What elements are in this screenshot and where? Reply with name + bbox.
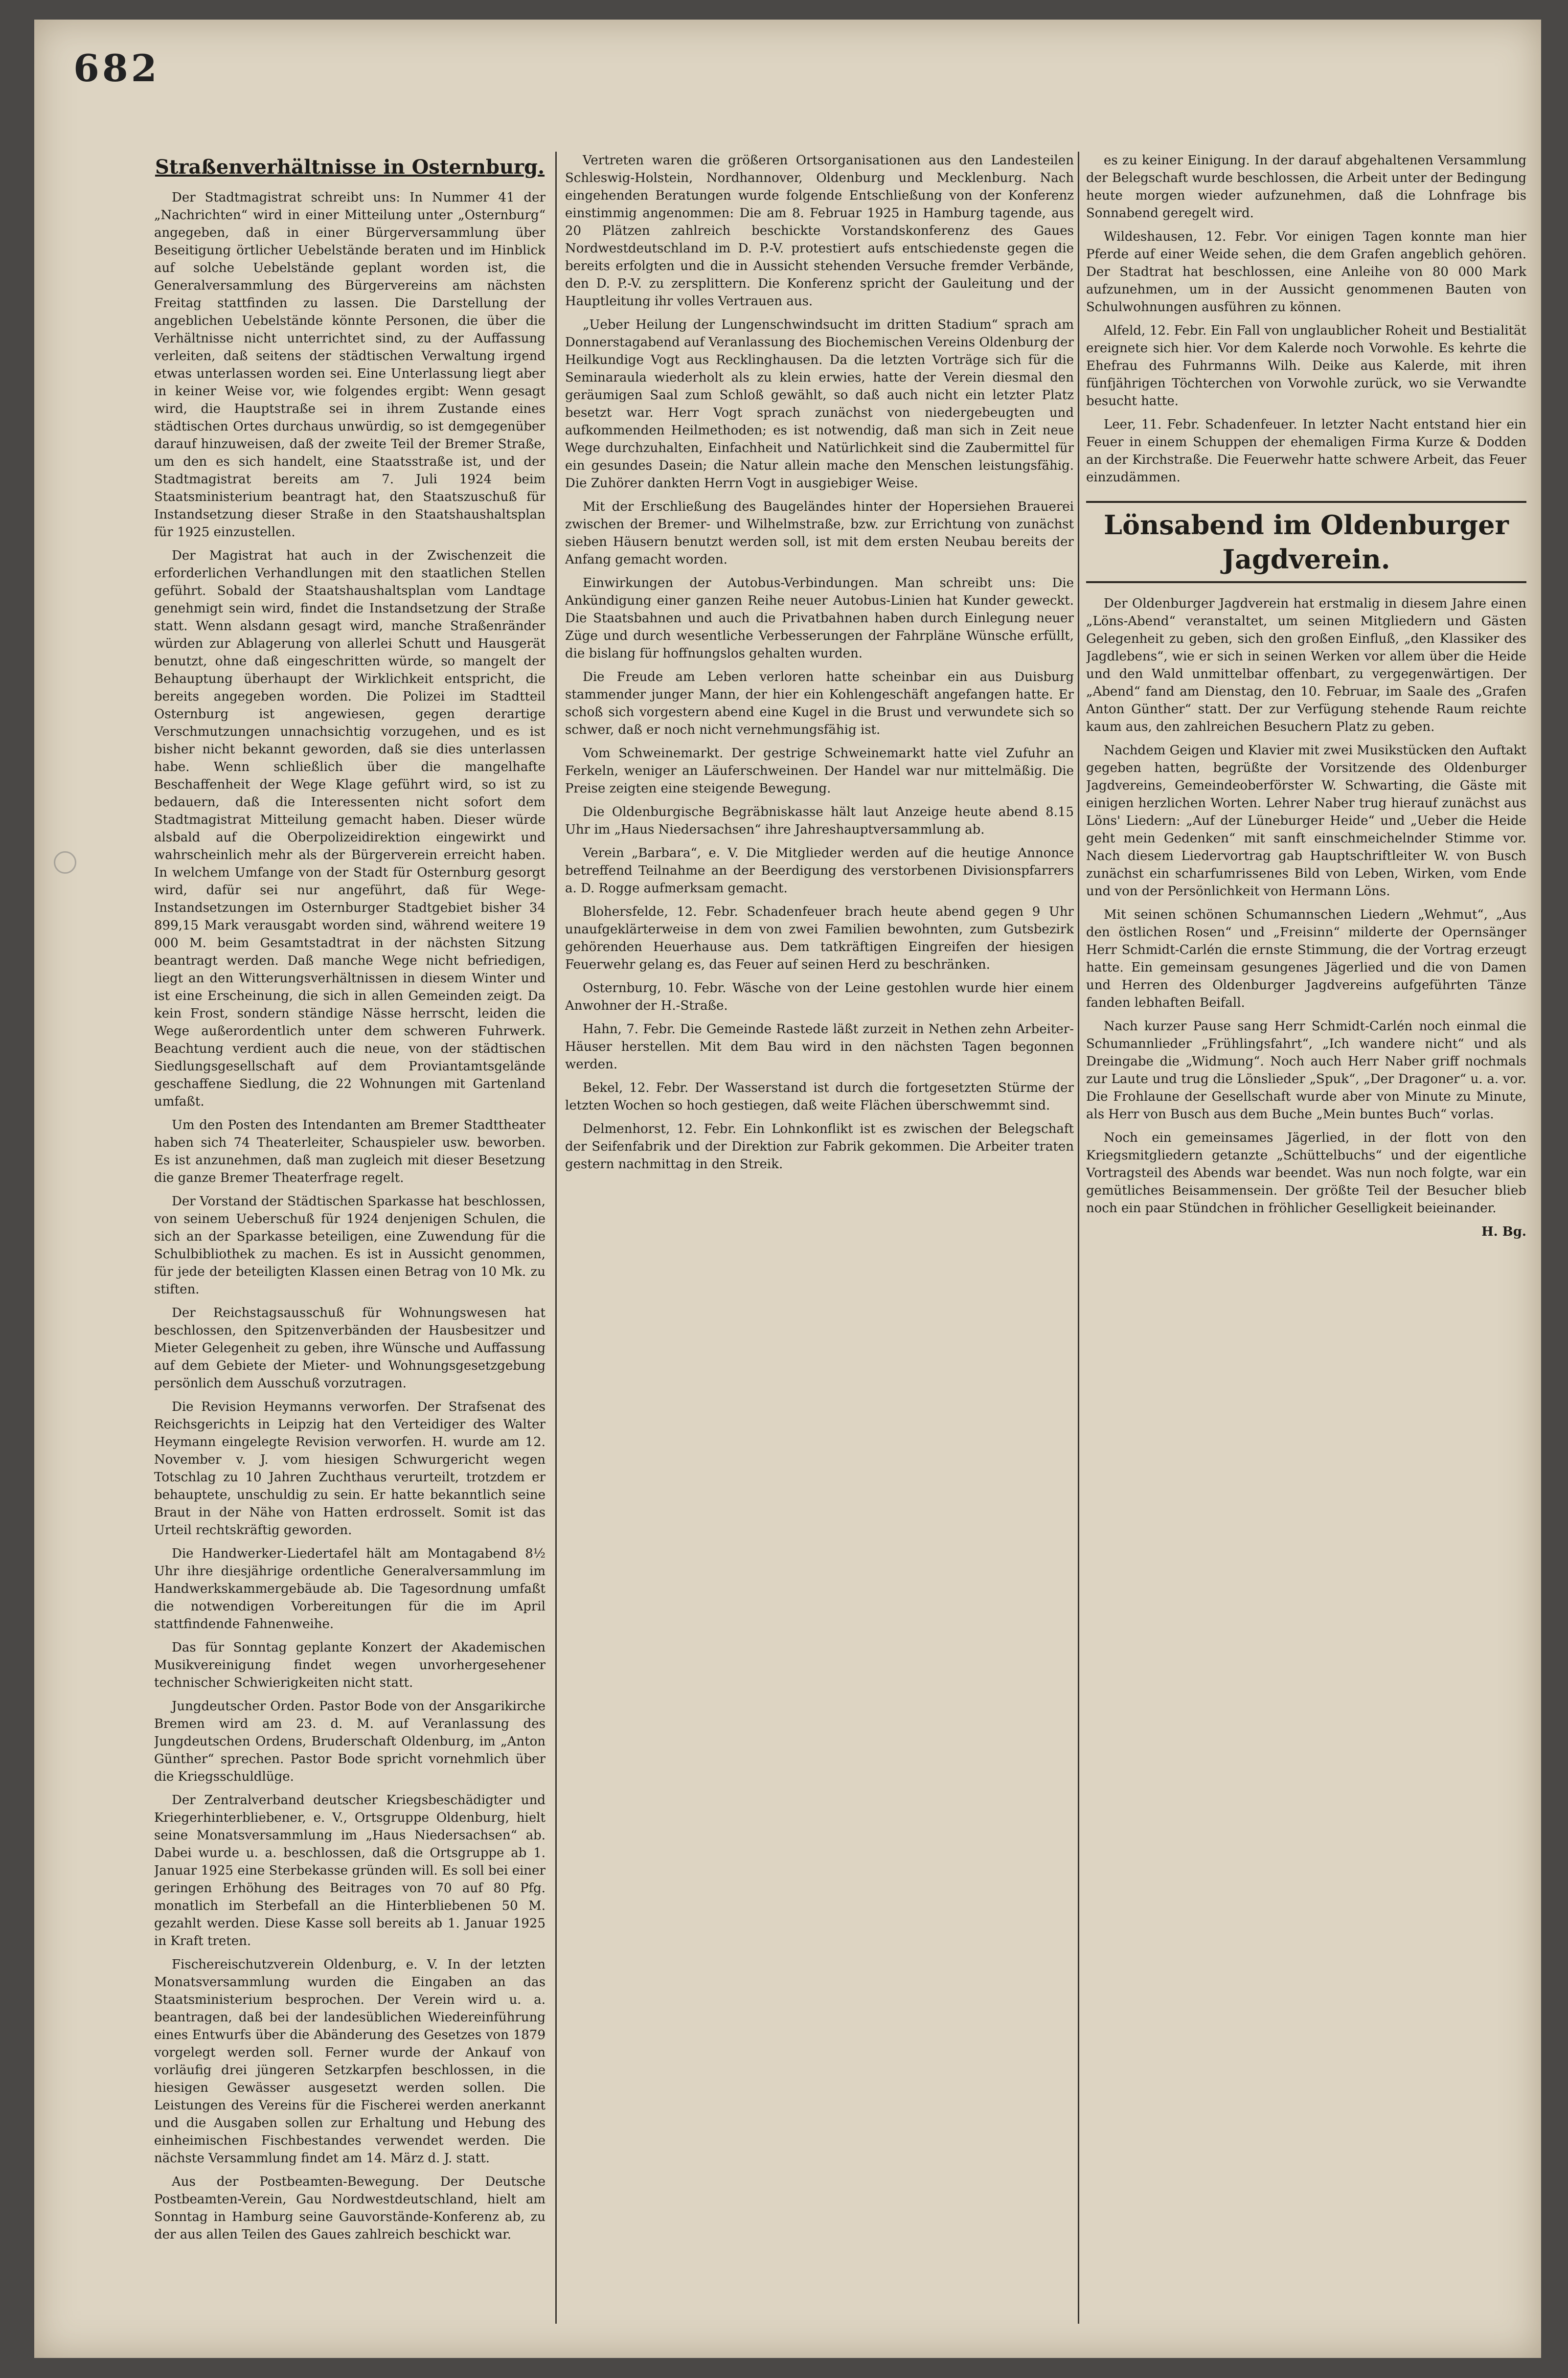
article-title-strassen: Straßenverhältnisse in Osternburg. <box>155 156 545 179</box>
column-1 <box>154 152 545 2329</box>
newspaper-sheet <box>34 20 1541 2358</box>
news-item: Osternburg, 10. Febr. Wäsche von der Leine gestohlen wurde hier einem Anwohner der H.-Straße. <box>565 981 1074 1013</box>
article-paragraph: Der Oldenburger Jagdverein hat erstmalig in diesem Jahre einen „Löns-Abend“ veranstaltet, um seinen Mitgliedern und Gästen Gelegenheit zu geben, sich den großen Einfluß, „den Klassiker des Jagdlebens“, wie er sich in seinen Werken vor allem über die Heide und den Wald unmittelbar offenbart, zu vergegenwärtigen. Der „Abend“ fand am Dienstag, den 10. Februar, im Saale des „Grafen Anton Günther“ statt. Der zur Verfügung stehende Raum reichte kaum aus, den zahlreichen Besuchern Platz zu geben. <box>1086 596 1526 734</box>
news-item: „Ueber Heilung der Lungenschwindsucht im dritten Stadium“ sprach am Donnerstagabend auf Veranlassung des Biochemischen Vereins Oldenburg der Heilkundige Vogt aus Recklinghausen. Da die letzten Vorträge sich für die Seminaraula wiederholt als zu klein erwies, hatte der Verein diesmal den geräumigen Saal zum Schloß gewählt, so daß auch nicht ein letzter Platz besetzt war. Herr Vogt sprach zunächst von niedergebeugten und aufkommenden Heilmethoden; es ist notwendig, daß man sich in Zeit neue Wege durchzuhalten, Einfachheit und Natürlichkeit sind die Zaubermittel für ein gesundes Dasein; die Natur allein mache den Menschen leistungsfähig. Die Zuhörer dankten Herrn Vogt in ausgiebiger Weise. <box>565 317 1074 491</box>
article-paragraph: Nach kurzer Pause sang Herr Schmidt-Carlén noch einmal die Schumannlieder „Frühlingsfahrt“, „Ich wandere nicht“ und als Dreingabe die „Widmung“. Noch auch Herr Naber griff nochmals zur Laute und trug die Lönslieder „Spuk“, „Der Dragoner“ u. a. vor. Die Frohlaune der Gesellschaft wurde aber von Minute zu Minute, als Herr von Busch aus dem Buche „Mein buntes Buch“ vorlas. <box>1086 1019 1526 1122</box>
article-paragraph: Der Stadtmagistrat schreibt uns: In Nummer 41 der „Nachrichten“ wird in einer Mitteilung unter „Osternburg“ angegeben, daß in einer Bürgerversammlung über Beseitigung örtlicher Uebelstände beraten und im Hinblick auf solche Uebelstände geplant worden ist, die Generalversammlung des Bürgervereins am nächsten Freitag stattfinden zu lassen. Die Darstellung der angeblichen Uebelstände könnte Personen, die über die Verhältnisse nicht unterrichtet sind, zu der Auffassung verleiten, daß seitens der städtischen Verwaltung irgend etwas unterlassen worden sei. Eine Unterlassung liegt aber in keiner Weise vor, wie folgendes ergibt: Wenn gesagt wird, die Hauptstraße sei in ihrem Zustande eines städtischen Ortes durchaus unwürdig, so ist demgegenüber darauf hinzuweisen, daß der zweite Teil der Bremer Straße, um den es sich handelt, eine Staatsstraße ist, und der Stadtmagistrat bereits am 7. Juli 1924 beim Staatsministerium beantragt hat, den Staatszuschuß für Instandsetzung dieser Straße in den Staatshaushaltsplan für 1925 einzustellen. <box>154 190 545 540</box>
column-2 <box>565 152 1074 2329</box>
news-item: Das für Sonntag geplante Konzert der Akademischen Musikvereinigung findet wegen unvorhergesehener technischer Schwierigkeiten nicht statt. <box>154 1640 545 1690</box>
news-item: Jungdeutscher Orden. Pastor Bode von der Ansgarikirche Bremen wird am 23. d. M. auf Veranlassung des Jungdeutschen Ordens, Bruderschaft Oldenburg, im „Anton Günther“ sprechen. Pastor Bode spricht vornehmlich über die Kriegsschuldlüge. <box>154 1699 545 1784</box>
article-paragraph: Mit seinen schönen Schumannschen Liedern „Wehmut“, „Aus den östlichen Rosen“ und „Freisinn“ milderte der Opernsänger Herr Schmidt-Carlén die ernste Stimmung, die der Vortrag erzeugt hatte. Ein gemeinsam gesungenes Jägerlied und die von Damen und Herren des Oldenburger Jagdvereins aufgeführten Tänze fanden lebhaften Beifall. <box>1086 907 1526 1010</box>
news-item: Leer, 11. Febr. Schadenfeuer. In letzter Nacht entstand hier ein Feuer in einem Schuppen der ehemaligen Firma Kurze & Dodden an der Kirchstraße. Die Feuerwehr hatte schwere Arbeit, das Feuer einzudämmen. <box>1086 417 1526 485</box>
article-paragraph: Der Magistrat hat auch in der Zwischenzeit die erforderlichen Verhandlungen mit den staatlichen Stellen geführt. Sobald der Staatshaushaltsplan vom Landtage genehmigt sein wird, findet die Instandsetzung der Straße statt. Wenn alsdann gesagt wird, manche Straßenränder würden zur Ablagerung von allerlei Schutt und Hausgerät benutzt, ohne daß eingeschritten würde, so mangelt der Behauptung überhaupt der Wirklichkeit entspricht, die bereits angegeben worden. Die Polizei im Stadtteil Osternburg ist angewiesen, gegen derartige Verschmutzungen unnachsichtig vorzugehen, und es ist bisher nicht bekannt geworden, daß sie dies unterlassen habe. Wenn schließlich über die mangelhafte Beschaffenheit der Wege Klage geführt wird, so ist zu bedauern, daß die Interessenten nicht sofort dem Stadtmagistrat Mitteilung gemacht haben. Dieser würde alsbald auf die Oberpolizeidirektion eingewirkt und wahrscheinlich mehr als der Bürgerverein erreicht haben. In welchem Umfange von der Stadt für Osternburg gesorgt wird, dafür sei nur angeführt, daß für Wege-Instandsetzungen im Osternburger Stadtgebiet bisher 34 899,15 Mark verausgabt worden sind, während weitere 19 000 M. beim Gesamtstadtrat in der nächsten Sitzung beantragt werden. Daß manche Wege nicht befriedigen, liegt an den Witterungsverhältnissen in diesem Winter und ist eine Erscheinung, die sich in allen Gemeinden zeigt. Da kein Frost, sondern ständige Nässe herrscht, leiden die Wege außerordentlich unter dem schweren Fuhrwerk. Beachtung verdient auch die neue, von der städtischen Siedlungsgesellschaft auf dem Proviantamtsgelände geschaffene Siedlung, die 22 Wohnungen mit Gartenland umfaßt. <box>154 548 545 1109</box>
news-item: Aus der Postbeamten-Bewegung. Der Deutsche Postbeamten-Verein, Gau Nordwestdeutschland, hielt am Sonntag in Hamburg seine Gauvorstände-Konferenz ab, zu der aus allen Teilen des Gaues zahlreich beschickt war. <box>154 2174 545 2242</box>
news-item: Der Vorstand der Städtischen Sparkasse hat beschlossen, von seinem Ueberschuß für 1924 denjenigen Schulen, die sich an der Sparkasse beteiligen, eine Zuwendung für die Schulbibliothek zu machen. Es ist in Aussicht genommen, für jede der beteiligten Klassen einen Betrag von 10 Mk. zu stiften. <box>154 1194 545 1297</box>
news-item: Delmenhorst, 12. Febr. Ein Lohnkonflikt ist es zwischen der Belegschaft der Seifenfabrik und der Direktion zur Fabrik gekommen. Die Arbeiter traten gestern nachmittag in den Streik. <box>565 1122 1074 1172</box>
column-3 <box>1086 152 1526 2329</box>
news-item: Mit der Erschließung des Baugeländes hinter der Hopersiehen Brauerei zwischen der Bremer- und Wilhelmstraße, bzw. zur Errichtung von zunächst sieben Häusern benutzt werden soll, ist mit dem ersten Neubau bereits der Anfang gemacht worden. <box>565 499 1074 567</box>
news-item: Vom Schweinemarkt. Der gestrige Schweinemarkt hatte viel Zufuhr an Ferkeln, weniger an Läuferschweinen. Der Handel war nur mittelmäßig. Die Preise zeigten eine steigende Bewegung. <box>565 746 1074 796</box>
news-item: Der Zentralverband deutscher Kriegsbeschädigter und Kriegerhinterbliebener, e. V., Ortsgruppe Oldenburg, hielt seine Monatsversammlung im „Haus Niedersachsen“ ab. Dabei wurde u. a. beschlossen, daß die Ortsgruppe ab 1. Januar 1925 eine Sterbekasse gründen will. Es soll bei einer geringen Erhöhung des Beitrages von 70 auf 80 Pfg. monatlich im Sterbefall an die Hinterbliebenen 50 M. gezahlt werden. Diese Kasse soll bereits ab 1. Januar 1925 in Kraft treten. <box>154 1793 545 1948</box>
news-item: Vertreten waren die größeren Ortsorganisationen aus den Landesteilen Schleswig-Holstein, Nordhannover, Oldenburg und Mecklenburg. Nach eingehenden Beratungen wurde folgende Entschließung von der Konferenz einstimmig angenommen: Die am 8. Februar 1925 in Hamburg tagende, aus 20 Plätzen zahlreich beschickte Vorstandskonferenz des Gaues Nordwestdeutschland im D. P.-V. protestiert aufs entschiedenste gegen die bereits erfolgten und die in Aussicht stehenden Versuche fremder Verbände, den D. P.-V. zu zersplittern. Die Konferenz spricht der Gauleitung und der Hauptleitung ihr volles Vertrauen aus. <box>565 153 1074 309</box>
news-item: Alfeld, 12. Febr. Ein Fall von unglaublicher Roheit und Bestialität ereignete sich hier. Vor dem Kalerde noch Vorwohle. Es kehrte die Ehefrau des Fuhrmanns Wilh. Deike aus Kalerde, mit ihren fünfjährigen Töchterchen von Vorwohle zurück, wo sie Verwandte besucht hatte. <box>1086 323 1526 408</box>
news-item: Verein „Barbara“, e. V. Die Mitglieder werden auf die heutige Annonce betreffend Teilnahme an der Beerdigung des verstorbenen Divisionspfarrers a. D. Rogge aufmerksam gemacht. <box>565 846 1074 896</box>
page-number: 682 <box>73 46 160 90</box>
article-paragraph: Nachdem Geigen und Klavier mit zwei Musikstücken den Auftakt gegeben hatten, begrüßte der Vorsitzende des Oldenburger Jagdvereins, Gemeindeoberförster W. Schwarting, die Gäste mit einigen herzlichen Worten. Lehrer Naber trug hierauf zunächst aus Löns' Liedern: „Auf der Lüneburger Heide“ und „Ueber die Heide geht mein Gedenken“ mit sanft einschmeichelnder Stimme vor. Nach diesem Liedervortrag gab Hauptschriftleiter W. von Busch zunächst ein scharfumrissenes Bild von Leben, Wirken, vom Ende und von der Persönlichkeit von Hermann Löns. <box>1086 743 1526 899</box>
news-item: es zu keiner Einigung. In der darauf abgehaltenen Versammlung der Belegschaft wurde beschlossen, die Arbeit unter der Bedingung heute morgen wieder aufzunehmen, daß die Lohnfrage bis Sonnabend geregelt wird. <box>1086 153 1526 221</box>
news-item: Um den Posten des Intendanten am Bremer Stadttheater haben sich 74 Theaterleiter, Schauspieler usw. beworben. Es ist anzunehmen, daß man zugleich mit dieser Besetzung die ganze Bremer Theaterfrage regelt. <box>154 1118 545 1185</box>
news-item: Fischereischutzverein Oldenburg, e. V. In der letzten Monatsversammlung wurden die Eingaben an das Staatsministerium besprochen. Der Verein wird u. a. beantragen, daß bei der landesüblichen Wiedereinführung eines Entwurfs über die Abänderung des Gesetzes von 1879 vorgelegt werden soll. Ferner wurde der Ankauf von vorläufig drei jüngeren Setzkarpfen beschlossen, in die hiesigen Gewässer ausgesetzt werden sollen. Die Leistungen des Vereins für die Fischerei werden anerkannt und die Ausgaben sollen zur Erhaltung und Hebung des einheimischen Fischbestandes verwendet werden. Die nächste Versammlung findet am 14. März d. J. statt. <box>154 1957 545 2166</box>
column-rule <box>1078 152 1079 2324</box>
news-item: Die Revision Heymanns verworfen. Der Strafsenat des Reichsgerichts in Leipzig hat den Verteidiger des Walter Heymann eingelegte Revision verworfen. H. wurde am 12. November v. J. vom hiesigen Schwurgericht wegen Totschlag zu 10 Jahren Zuchthaus verurteilt, trotzdem er behauptete, unschuldig zu sein. Er hatte bekanntlich seine Braut in der Nähe von Hatten erdrosselt. Somit ist das Urteil rechtskräftig geworden. <box>154 1400 545 1538</box>
news-item: Bekel, 12. Febr. Der Wasserstand ist durch die fortgesetzten Stürme der letzten Wochen so hoch gestiegen, daß weite Flächen überschwemmt sind. <box>565 1081 1074 1113</box>
article-paragraph: Noch ein gemeinsames Jägerlied, in der flott von den Kriegsmitgliedern getanzte „Schüttelbuchs“ und der eigentliche Vortragsteil des Abends war beendet. Was nun noch folgte, war ein gemütliches Beisammensein. Der größte Teil der Besucher blieb noch ein paar Stündchen in fröhlicher Geselligkeit beieinander. <box>1086 1131 1526 1216</box>
punch-hole <box>54 851 76 874</box>
article-signature: H. Bg. <box>1481 1224 1526 1239</box>
news-item: Blohersfelde, 12. Febr. Schadenfeuer brach heute abend gegen 9 Uhr unaufgeklärterweise in dem von zwei Familien bewohnten, zum Gutsbezirk gehörenden Heuerhause aus. Dem tatkräftigen Eingreifen der hiesigen Feuerwehr gelang es, das Feuer auf seinen Herd zu beschränken. <box>565 905 1074 972</box>
news-item: Die Handwerker-Liedertafel hält am Montagabend 8½ Uhr ihre diesjährige ordentliche Generalversammlung im Handwerkskammergebäude ab. Die Tagesordnung umfaßt die notwendigen Vorbereitungen für die im April stattfindende Fahnenweihe. <box>154 1546 545 1631</box>
news-item: Die Freude am Leben verloren hatte scheinbar ein aus Duisburg stammender junger Mann, der hier ein Kohlengeschäft angefangen hatte. Er schoß sich vorgestern abend eine Kugel in die Brust und verwundete sich so schwer, daß er noch nicht vernehmungsfähig ist. <box>565 670 1074 737</box>
news-item: Einwirkungen der Autobus-Verbindungen. Man schreibt uns: Die Ankündigung einer ganzen Reihe neuer Autobus-Linien hat Kunder geweckt. Die Staatsbahnen und auch die Privatbahnen haben durch Einlegung neuer Züge und durch wesentliche Verbesserungen der Fahrpläne Wünsche erfüllt, die bislang für hoffnungslos gehalten wurden. <box>565 576 1074 661</box>
news-item: Wildeshausen, 12. Febr. Vor einigen Tagen konnte man hier Pferde auf einer Weide sehen, die dem Grafen angeblich gehören. Der Stadtrat hat beschlossen, eine Anleihe von 80 000 Mark aufzunehmen, um in der Aussicht genommenen Bauten von Schulwohnungen ausführen zu können. <box>1086 229 1526 315</box>
news-item: Hahn, 7. Febr. Die Gemeinde Rastede läßt zurzeit in Nethen zehn Arbeiter-Häuser herstellen. Mit dem Bau wird in den nächsten Tagen begonnen werden. <box>565 1022 1074 1072</box>
column-rule <box>555 152 557 2324</box>
news-item: Die Oldenburgische Begräbniskasse hält laut Anzeige heute abend 8.15 Uhr im „Haus Niedersachsen“ ihre Jahreshauptversammlung ab. <box>565 805 1074 837</box>
article-title-loens: Lönsabend im Oldenburger Jagdverein. <box>1086 501 1526 583</box>
news-item: Der Reichstagsausschuß für Wohnungswesen hat beschlossen, den Spitzenverbänden der Hausbesitzer und Mieter Gelegenheit zu geben, ihre Wünsche und Auffassung auf dem Gebiete der Mieter- und Wohnungsgesetzgebung persönlich dem Ausschuß vorzutragen. <box>154 1306 545 1391</box>
